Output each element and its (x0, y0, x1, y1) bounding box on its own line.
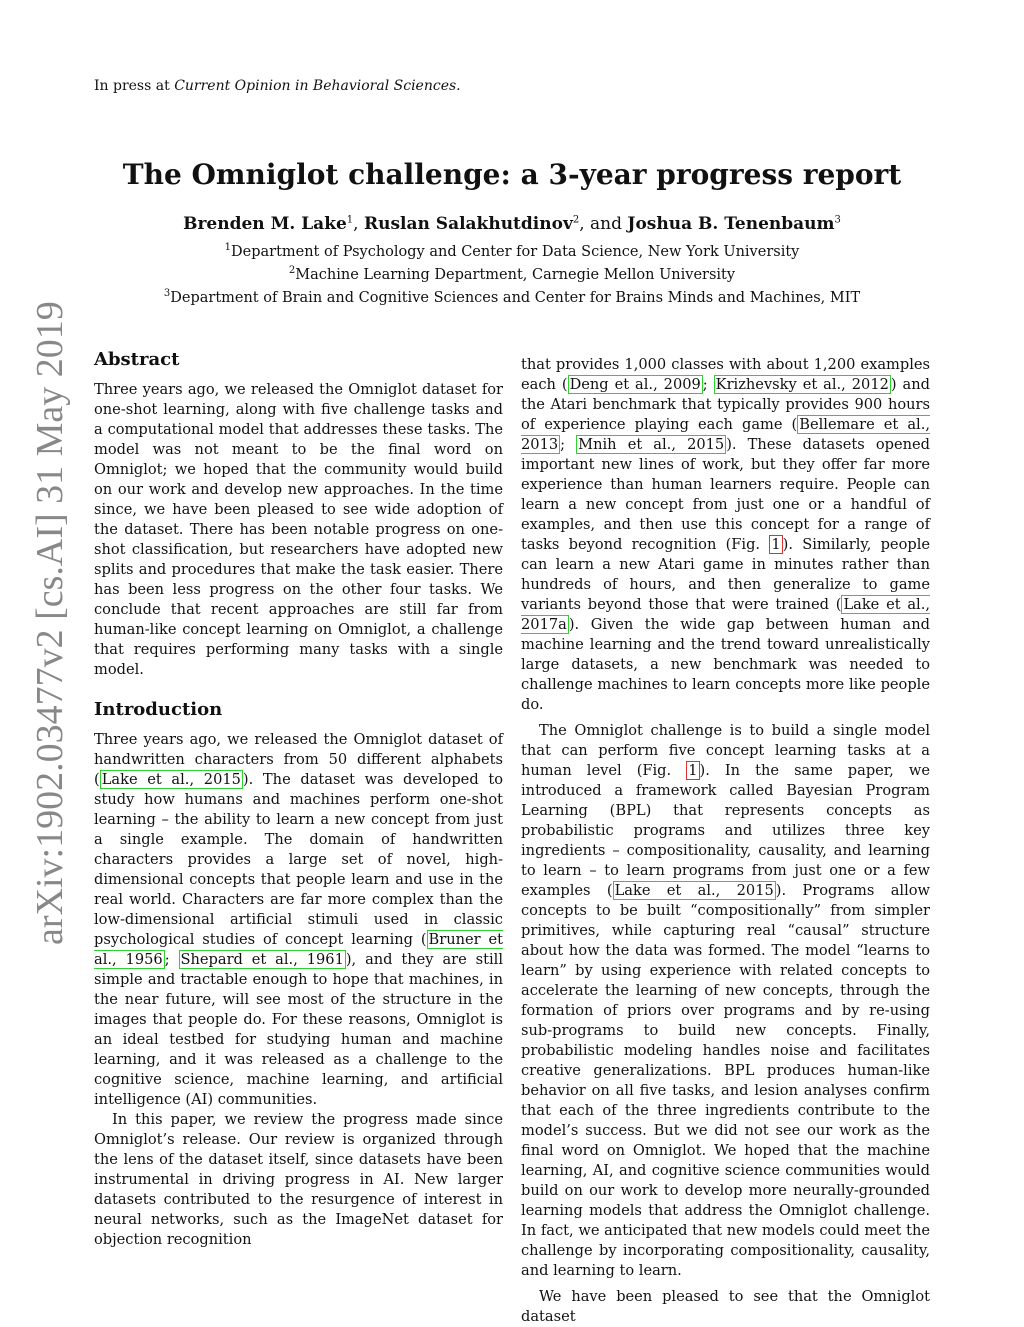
body-paragraph: that provides 1,000 classes with about 1,200 examples each ( Deng et al., 2009 ; Krizhevsky et al., 2012 ) and the Atari benchmark that typically provides 900 hours of experience playing each game ( Bellemare et al., 2013 ; Mnih et al., 2015 ). These datasets opened important new lines of work, but they offer far more experience than human learners require. People can learn a new concept from just one or a handful of examples, and then use this concept for a range of tasks beyond recognition (Fig. 1 ). Similarly, people can learn a new Atari game in minutes rather than hundreds of hours, and then generalize to game variants beyond those that were trained ( Lake et al., 2017a ). Given the wide gap between human and machine learning and the trend toward unrealistically large datasets, a new benchmark was needed to challenge machines to learn concepts more like people do. (521, 356, 931, 713)
citation-link[interactable]: Bellemare et al., 2013 (521, 416, 930, 453)
citation-link[interactable]: Bruner et al., 1956 (94, 931, 503, 968)
intro-paragraph: Three years ago, we released the Omniglot dataset of handwritten characters from 50 different alphabets ( Lake et al., 2015 ). The dataset was developed to study how humans and machines perform one-shot learning – the ability to learn a new concept from just a single example. The domain of handwritten characters provides a large set of novel, high-dimensional concepts that people learn and use in the real world. Characters are far more complex than the low-dimensional artificial stimuli used in classic psychological studies of concept learning ( Bruner et al., 1956 ; Shepard et al., 1961 ), and they are still simple and tractable enough to hope that machines, in the near future, will see most of the structure in the images that people do. For these reasons, Omniglot is an ideal testbed for studying human and machine learning, and it was released as a challenge to the cognitive science, machine learning, and artificial intelligence (AI) communities. (94, 731, 503, 1108)
citation-link[interactable]: Krizhevsky et al., 2012 (715, 376, 889, 393)
author-list: Brenden M. Lake$^1$, Ruslan Salakhutdinov$^2$, and Joshua B. Tenenbaum$^3$ (183, 214, 841, 234)
press-note: In press at Current Opinion in Behavioral Sciences. (94, 78, 461, 94)
body-paragraph: We have been pleased to see that the Omniglot dataset (521, 1288, 930, 1325)
citation-link[interactable]: Lake et al., 2015 (101, 771, 241, 788)
journal-name: Current Opinion in Behavioral Sciences. (174, 78, 461, 94)
abstract-text: Three years ago, we released the Omniglot dataset for one-shot learning, along with five challenge tasks and a computational model that addresses these tasks. The model was not meant to be the final word on Omniglot; we hoped that the community would build on our work and develop new approaches. In the time since, we have been pleased to see wide adoption of the dataset. There has been notable progress on one-shot classification, but researchers have adopted new splits and procedures that make the task easier. There has been less progress on the other four tasks. We conclude that recent approaches are still far from human-like concept learning on Omniglot, a challenge that requires performing many tasks with a single model. (94, 381, 503, 678)
citation-link[interactable]: Lake et al., 2015 (614, 882, 774, 899)
citation-link[interactable]: Lake et al., 2017a (521, 596, 930, 633)
figure-reference-link[interactable]: 1 (771, 536, 781, 553)
citation-link[interactable]: Deng et al., 2009 (569, 376, 701, 393)
introduction-heading: Introduction (94, 699, 223, 720)
affiliation: $^3$Department of Brain and Cognitive Sciences and Center for Brains Minds and Machines, MIT (163, 288, 861, 306)
right-column (521, 355, 930, 1327)
figure-reference-link[interactable]: 1 (688, 762, 698, 779)
abstract-heading: Abstract (94, 349, 180, 370)
author-name: Joshua B. Tenenbaum (627, 214, 835, 234)
citation-link[interactable]: Shepard et al., 1961 (180, 951, 344, 968)
affiliation: $^1$Department of Psychology and Center for Data Science, New York University (224, 242, 800, 260)
arxiv-identifier: arXiv:1902.03477v2 [cs.AI] 31 May 2019 (29, 301, 71, 945)
affiliation: $^2$Machine Learning Department, Carnegie Mellon University (288, 265, 736, 283)
body-paragraph: The Omniglot challenge is to build a single model that can perform five concept learning tasks at a human level (Fig. 1 ). In the same paper, we introduced a framework called Bayesian Program Learning (BPL) that represents concepts as probabilistic programs and utilizes three key ingredients – compositionality, causality, and learning to learn – to learn programs from just one or a few examples ( Lake et al., 2015 ). Programs allow concepts to be built “compositionally” from simpler primitives, while capturing real “causal” structure about how the data was formed. The model “learns to learn” by using experience with related concepts to accelerate the learning of new concepts, through the formation of priors over programs and by re-using sub-programs to build new concepts. Finally, probabilistic modeling handles noise and facilitates creative generalizations. BPL produces human-like behavior on all five tasks, and lesion analyses confirm that each of the three ingredients contribute to the model’s success. But we did not see our work as the final word on Omniglot. We hoped that the machine learning, AI, and cognitive science communities would build on our work to develop more neurally-grounded learning models that address the Omniglot challenge. In fact, we anticipated that new models could meet the challenge by incorporating compositionality, causality, and learning to learn. (521, 722, 931, 1279)
author-name: Brenden M. Lake (183, 214, 347, 234)
author-name: Ruslan Salakhutdinov (363, 214, 573, 234)
paper-title: The Omniglot challenge: a 3-year progress report (122, 158, 902, 191)
left-column (94, 350, 503, 1250)
citation-link[interactable]: Mnih et al., 2015 (578, 436, 725, 453)
intro-paragraph: In this paper, we review the progress made since Omniglot’s release. Our review is organized through the lens of the dataset itself, since datasets have been instrumental in driving progress in AI. New larger datasets contributed to the resurgence of interest in neural networks, such as the ImageNet dataset for objection recognition (94, 1111, 503, 1248)
